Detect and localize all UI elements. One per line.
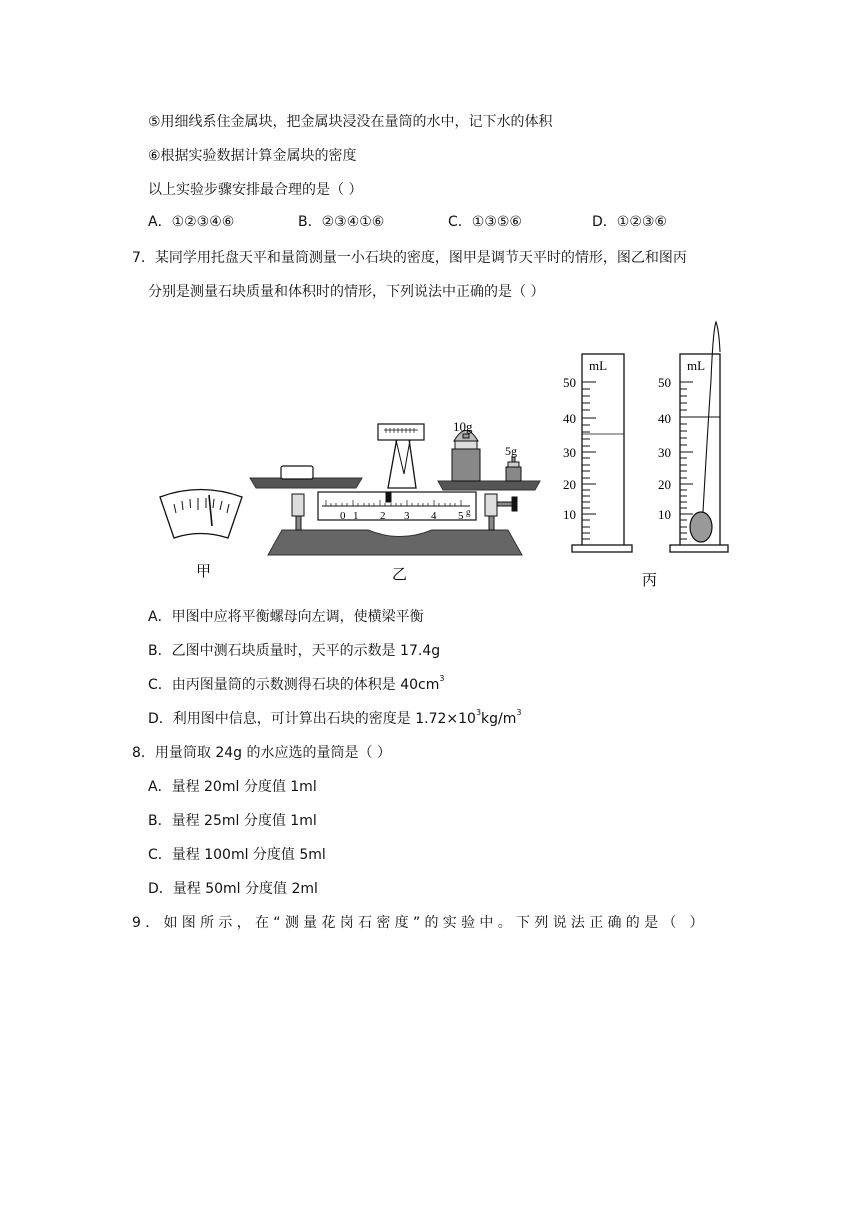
cylinder-left-tick-30: 30 bbox=[563, 445, 576, 460]
q8-option-d: D．量程 50ml 分度值 2ml bbox=[148, 881, 318, 897]
q9-question: 9．如图所示，在“测量花岗石密度”的实验中。下列说法正确的是（ ） bbox=[132, 915, 708, 931]
label-jia: 甲 bbox=[196, 564, 212, 580]
cylinder-right-unit: mL bbox=[687, 358, 706, 373]
q7-option-b: B．乙图中测石块质量时，天平的示数是 17.4g bbox=[148, 643, 441, 659]
weight-10g-label: 10g bbox=[453, 419, 473, 434]
label-bing: 丙 bbox=[642, 573, 658, 589]
balance-yi bbox=[250, 424, 540, 555]
q8-question: 8．用量筒取 24g 的水应选的量筒是（ ） bbox=[132, 745, 391, 761]
q7-figure bbox=[0, 300, 860, 604]
q6-option-c: C．①③⑤⑥ bbox=[448, 214, 522, 230]
q8-option-a: A．量程 20ml 分度值 1ml bbox=[148, 779, 317, 795]
scale-tick-5: 5 bbox=[458, 510, 464, 522]
scale-tick-1: 1 bbox=[353, 510, 359, 522]
q6-step5: ⑤用细线系住金属块，把金属块浸没在量筒的水中，记下水的体积 bbox=[148, 114, 553, 130]
q8-option-c: C．量程 100ml 分度值 5ml bbox=[148, 847, 326, 863]
q6-option-d: D．①②③⑥ bbox=[592, 214, 667, 230]
cylinder-left-tick-50: 50 bbox=[563, 375, 576, 390]
scale-tick-3: 3 bbox=[404, 510, 410, 522]
q6-question: 以上实验步骤安排最合理的是（ ） bbox=[148, 182, 363, 198]
label-yi: 乙 bbox=[392, 567, 408, 583]
cylinder-left-tick-10: 10 bbox=[563, 507, 576, 522]
scale-unit: g bbox=[466, 507, 471, 517]
cylinder-left-tick-20: 20 bbox=[563, 477, 576, 492]
q6-options bbox=[148, 212, 708, 232]
q8-option-b: B．量程 25ml 分度值 1ml bbox=[148, 813, 317, 829]
cylinder-right-tick-30: 30 bbox=[658, 445, 671, 460]
q7-line2: 分别是测量石块质量和体积时的情形，下列说法中正确的是（ ） bbox=[148, 284, 545, 300]
cylinder-left bbox=[572, 354, 632, 552]
weight-5g-label: 5g bbox=[505, 444, 517, 458]
cylinder-left-tick-40: 40 bbox=[563, 411, 576, 426]
q6-option-b: B．②③④①⑥ bbox=[298, 214, 385, 230]
q6-step6: ⑥根据实验数据计算金属块的密度 bbox=[148, 148, 357, 164]
q6-option-a: A．①②③④⑥ bbox=[148, 214, 235, 230]
cylinder-right-tick-20: 20 bbox=[658, 477, 671, 492]
cylinder-right-tick-40: 40 bbox=[658, 411, 671, 426]
q7-line1: 7．某同学用托盘天平和量筒测量一小石块的密度，图甲是调节天平时的情形，图乙和图丙 bbox=[132, 250, 687, 266]
dial-jia bbox=[160, 490, 242, 539]
scale-tick-0: 0 bbox=[340, 510, 346, 522]
q7-option-d: D．利用图中信息，可计算出石块的密度是 $1.72\times 10^3kg/m^3$ bbox=[148, 708, 522, 727]
q7-option-c: C．由丙图量筒的示数测得石块的体积是 $40cm^3$ bbox=[148, 674, 445, 693]
cylinder-right-tick-50: 50 bbox=[658, 375, 671, 390]
cylinder-right bbox=[670, 322, 728, 552]
cylinder-right-tick-10: 10 bbox=[658, 507, 671, 522]
scale-tick-4: 4 bbox=[431, 510, 437, 522]
cylinder-left-unit: mL bbox=[589, 358, 608, 373]
q7-option-a: A．甲图中应将平衡螺母向左调，使横梁平衡 bbox=[148, 609, 424, 625]
scale-tick-2: 2 bbox=[380, 510, 386, 522]
